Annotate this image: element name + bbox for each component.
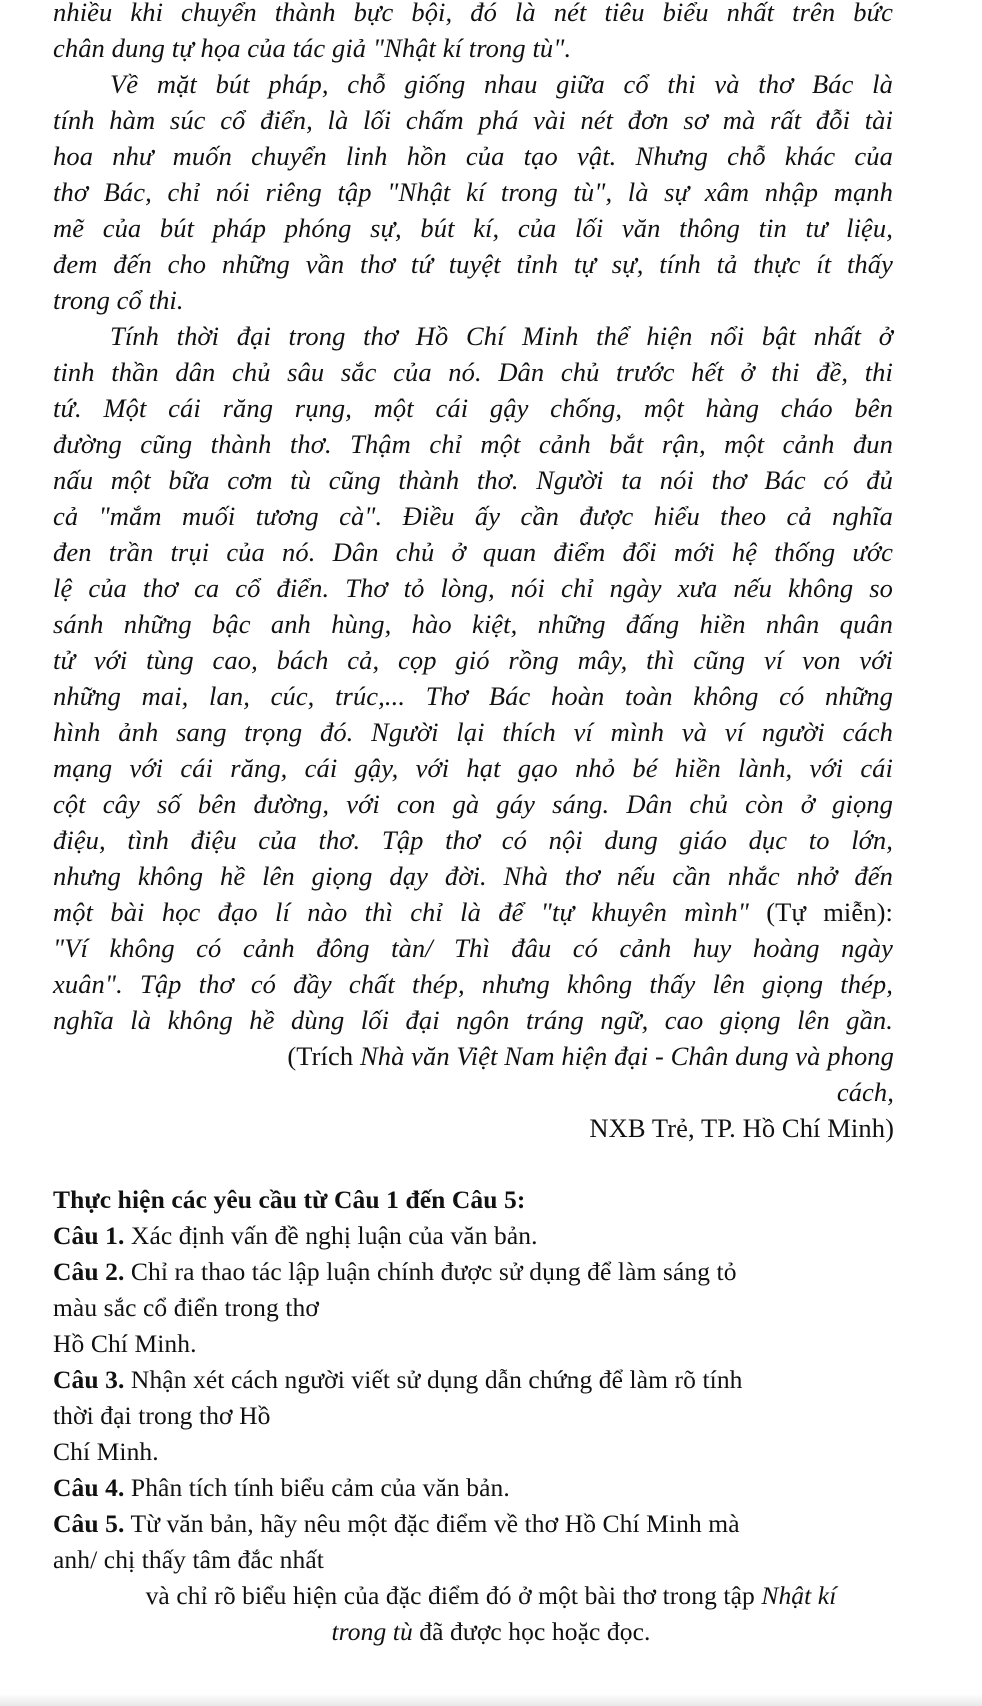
passage-line-14: nấu một bữa cơm tù cũng thành thơ. Người ta nói thơ Bác có đủ xyxy=(53,465,893,495)
passage-line-26-text: một bài học đạo lí nào thì chỉ là để "tự khuyên mình" xyxy=(53,897,749,927)
question-3-text: Nhận xét cách người viết sử dụng dẫn chứng để làm rõ tính xyxy=(124,1365,743,1394)
page-bottom-edge xyxy=(0,1694,982,1706)
source-publisher: NXB Trẻ, TP. Hồ Chí Minh) xyxy=(589,1113,894,1143)
question-1-text: Xác định vấn đề nghị luận của văn bản. xyxy=(124,1221,538,1250)
question-3-line-2: thời đại trong thơ Hồ xyxy=(53,1401,271,1430)
passage-line-7: mẽ của bút pháp phóng sự, bút kí, của lối văn thông tin tư liệu, xyxy=(53,213,893,243)
question-5-text: Từ văn bản, hãy nêu một đặc điểm về thơ Hồ Chí Minh mà xyxy=(124,1509,740,1538)
question-5-line-4-text: đã được học hoặc đọc. xyxy=(412,1617,651,1646)
source-open: (Trích xyxy=(287,1041,360,1071)
source-title-end: cách, xyxy=(836,1077,894,1107)
passage-line-26-tail: (Tự miễn): xyxy=(766,897,893,927)
passage-line-21: hình ảnh sang trọng đó. Người lại thích ví mình và ví người cách xyxy=(53,717,893,747)
question-5-book-title-1: Nhật kí xyxy=(761,1581,837,1610)
passage-line-28: xuân". Tập thơ có đầy chất thép, nhưng không thấy lên giọng thép, xyxy=(53,969,893,999)
passage-line-15: cả "mắm muối tương cà". Điều ấy cần được hiểu theo cả nghĩa xyxy=(53,501,893,531)
passage-line-16: đen trần trụi của nó. Dân chủ ở quan điểm đổi mới hệ thống ước xyxy=(53,537,893,567)
questions-heading-text: Thực hiện các yêu cầu từ Câu 1 đến Câu 5: xyxy=(53,1185,526,1214)
source-title: Nhà văn Việt Nam hiện đại - Chân dung và phong xyxy=(359,1041,894,1071)
passage-line-9: trong cổ thi. xyxy=(53,285,184,315)
question-2-line-3: Hồ Chí Minh. xyxy=(53,1329,197,1358)
question-5-book-title-2: trong tù xyxy=(331,1617,413,1646)
question-5-label: Câu 5. xyxy=(53,1509,125,1538)
passage-line-13: đường cũng thành thơ. Thậm chỉ một cảnh bắt rận, một cảnh đun xyxy=(53,429,893,459)
passage-line-12: tứ. Một cái răng rụng, một cái gậy chống, một hàng cháo bên xyxy=(53,393,893,423)
source-citation xyxy=(287,1038,894,1074)
questions-heading xyxy=(53,1182,525,1218)
question-5-line-3-text: và chỉ rõ biểu hiện của đặc điểm đó ở một bài thơ trong tập xyxy=(145,1581,762,1610)
question-3-line-3: Chí Minh. xyxy=(53,1437,159,1466)
question-5-line-4 xyxy=(0,1614,982,1650)
question-4-text: Phân tích tính biểu cảm của văn bản. xyxy=(124,1473,510,1502)
passage-line-19: tử với tùng cao, bách cả, cọp gió rồng mây, thì cũng ví von với xyxy=(53,645,893,675)
passage-line-10: Tính thời đại trong thơ Hồ Chí Minh thể hiện nổi bật nhất ở xyxy=(110,321,893,351)
passage-line-24: điệu, tình điệu của thơ. Tập thơ có nội dung giáo dục to lớn, xyxy=(53,825,893,855)
passage-line-25: nhưng không hề lên giọng dạy đời. Nhà thơ nếu cần nhắc nhở đến xyxy=(53,861,893,891)
passage-line-26 xyxy=(53,894,893,930)
question-5-line-3 xyxy=(0,1578,982,1614)
question-4 xyxy=(53,1470,510,1506)
passage-line-3: Về mặt bút pháp, chỗ giống nhau giữa cổ thi và thơ Bác là xyxy=(110,69,893,99)
question-5-line-2: anh/ chị thấy tâm đắc nhất xyxy=(53,1545,324,1574)
question-2-text: Chỉ ra thao tác lập luận chính được sử dụng để làm sáng tỏ xyxy=(124,1257,737,1286)
question-3 xyxy=(53,1362,743,1398)
passage-line-23: cột cây số bên đường, với con gà gáy sáng. Dân chủ còn ở giọng xyxy=(53,789,893,819)
passage-line-8: đem đến cho những vần thơ tứ tuyệt tỉnh tự sự, tính tả thực ít thấy xyxy=(53,249,893,279)
question-1-label: Câu 1. xyxy=(53,1221,125,1250)
question-3-label: Câu 3. xyxy=(53,1365,125,1394)
passage-line-1: nhiều khi chuyển thành bực bội, đó là nét tiêu biểu nhất trên bức xyxy=(53,0,893,27)
passage-line-18: sánh những bậc anh hùng, hào kiệt, những đấng hiền nhân quân xyxy=(53,609,893,639)
question-2-line-2: màu sắc cổ điển trong thơ xyxy=(53,1293,319,1322)
question-5 xyxy=(53,1506,740,1542)
passage-line-22: mạng với cái răng, cái gậy, với hạt gạo nhỏ bé hiền lành, với cái xyxy=(53,753,893,783)
passage-line-6: thơ Bác, chỉ nói riêng tập "Nhật kí trong tù", là sự xâm nhập mạnh xyxy=(53,177,893,207)
passage-line-2: chân dung tự họa của tác giả "Nhật kí trong tù". xyxy=(53,33,572,63)
passage-line-5: hoa như muốn chuyển linh hồn của tạo vật. Nhưng chỗ khác của xyxy=(53,141,893,171)
question-1 xyxy=(53,1218,538,1254)
question-4-label: Câu 4. xyxy=(53,1473,125,1502)
passage-line-11: tinh thần dân chủ sâu sắc của nó. Dân chủ trước hết ở thi đề, thi xyxy=(53,357,893,387)
question-2 xyxy=(53,1254,737,1290)
passage-line-4: tính hàm súc cổ điển, là lối chấm phá vài nét đơn sơ mà rất đỗi tài xyxy=(53,105,893,135)
passage-line-17: lệ của thơ ca cổ điển. Thơ tỏ lòng, nói chỉ ngày xưa nếu không so xyxy=(53,573,893,603)
passage-line-27: "Ví không có cảnh đông tàn/ Thì đâu có cảnh huy hoàng ngày xyxy=(53,933,893,963)
question-2-label: Câu 2. xyxy=(53,1257,125,1286)
passage-line-29: nghĩa là không hề dùng lối đại ngôn tráng ngữ, cao giọng lên gần. xyxy=(53,1005,893,1035)
passage-line-20: những mai, lan, cúc, trúc,... Thơ Bác hoàn toàn không có những xyxy=(53,681,893,711)
